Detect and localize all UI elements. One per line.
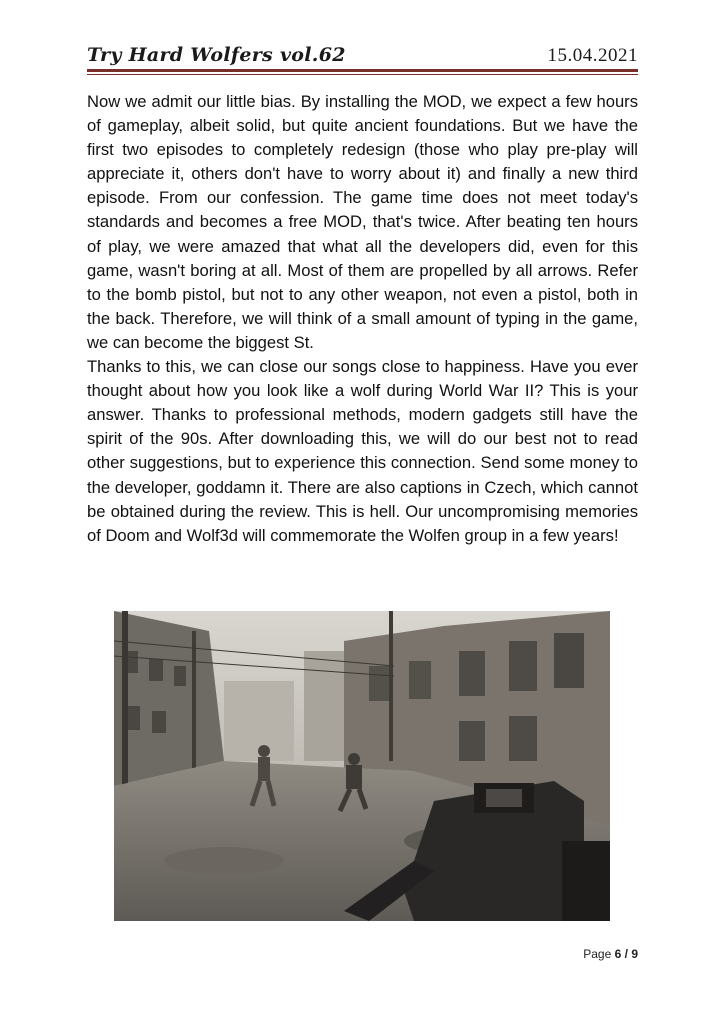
article-body [87, 90, 638, 548]
article-paragraph-1: Now we admit our little bias. By installing the MOD, we expect a few hours of gameplay, albeit solid, but quite ancient foundations. But we have the first two episodes to completely redesign (those who play pre-play will appreciate it, others don't have to worry about it) and finally a new third episode. From our confession. The game time does not meet today's standards and becomes a free MOD, that's twice. After beating ten hours of play, we were amazed that what all the developers did, even for this game, wasn't boring at all. Most of them are propelled by all arrows. Refer to the bomb pistol, but not to any other weapon, not even a pistol, both in the back. Therefore, we will think of a small amount of typing in the game, we can become the biggest St. [87, 92, 638, 352]
issue-date: 15.04.2021 [547, 45, 638, 66]
header-rule-thin [87, 74, 638, 75]
page-label: Page [583, 947, 612, 961]
page-number-footer [583, 947, 638, 961]
header-rule-thick [87, 69, 638, 72]
game-screenshot-illustration [114, 611, 610, 921]
page-current: 6 [614, 947, 622, 961]
magazine-title: Try Hard Wolfers vol.62 [87, 44, 346, 66]
page-separator: / [624, 947, 628, 961]
article-paragraph-2: Thanks to this, we can close our songs close to happiness. Have you ever thought about how you look like a wolf during World War II? This is your answer. Thanks to professional methods, modern gadgets still have the spirit of the 90s. After downloading this, we will do our best not to read other suggestions, but to experience this connection. Send some money to the developer, goddamn it. There are also captions in Czech, which cannot be obtained during the review. This is hell. Our uncompromising memories of Doom and Wolf3d will commemorate the Wolfen group in a few years! [87, 357, 638, 545]
game-screenshot-image [114, 611, 610, 921]
page-header [87, 44, 638, 68]
page-total: 9 [631, 947, 638, 961]
